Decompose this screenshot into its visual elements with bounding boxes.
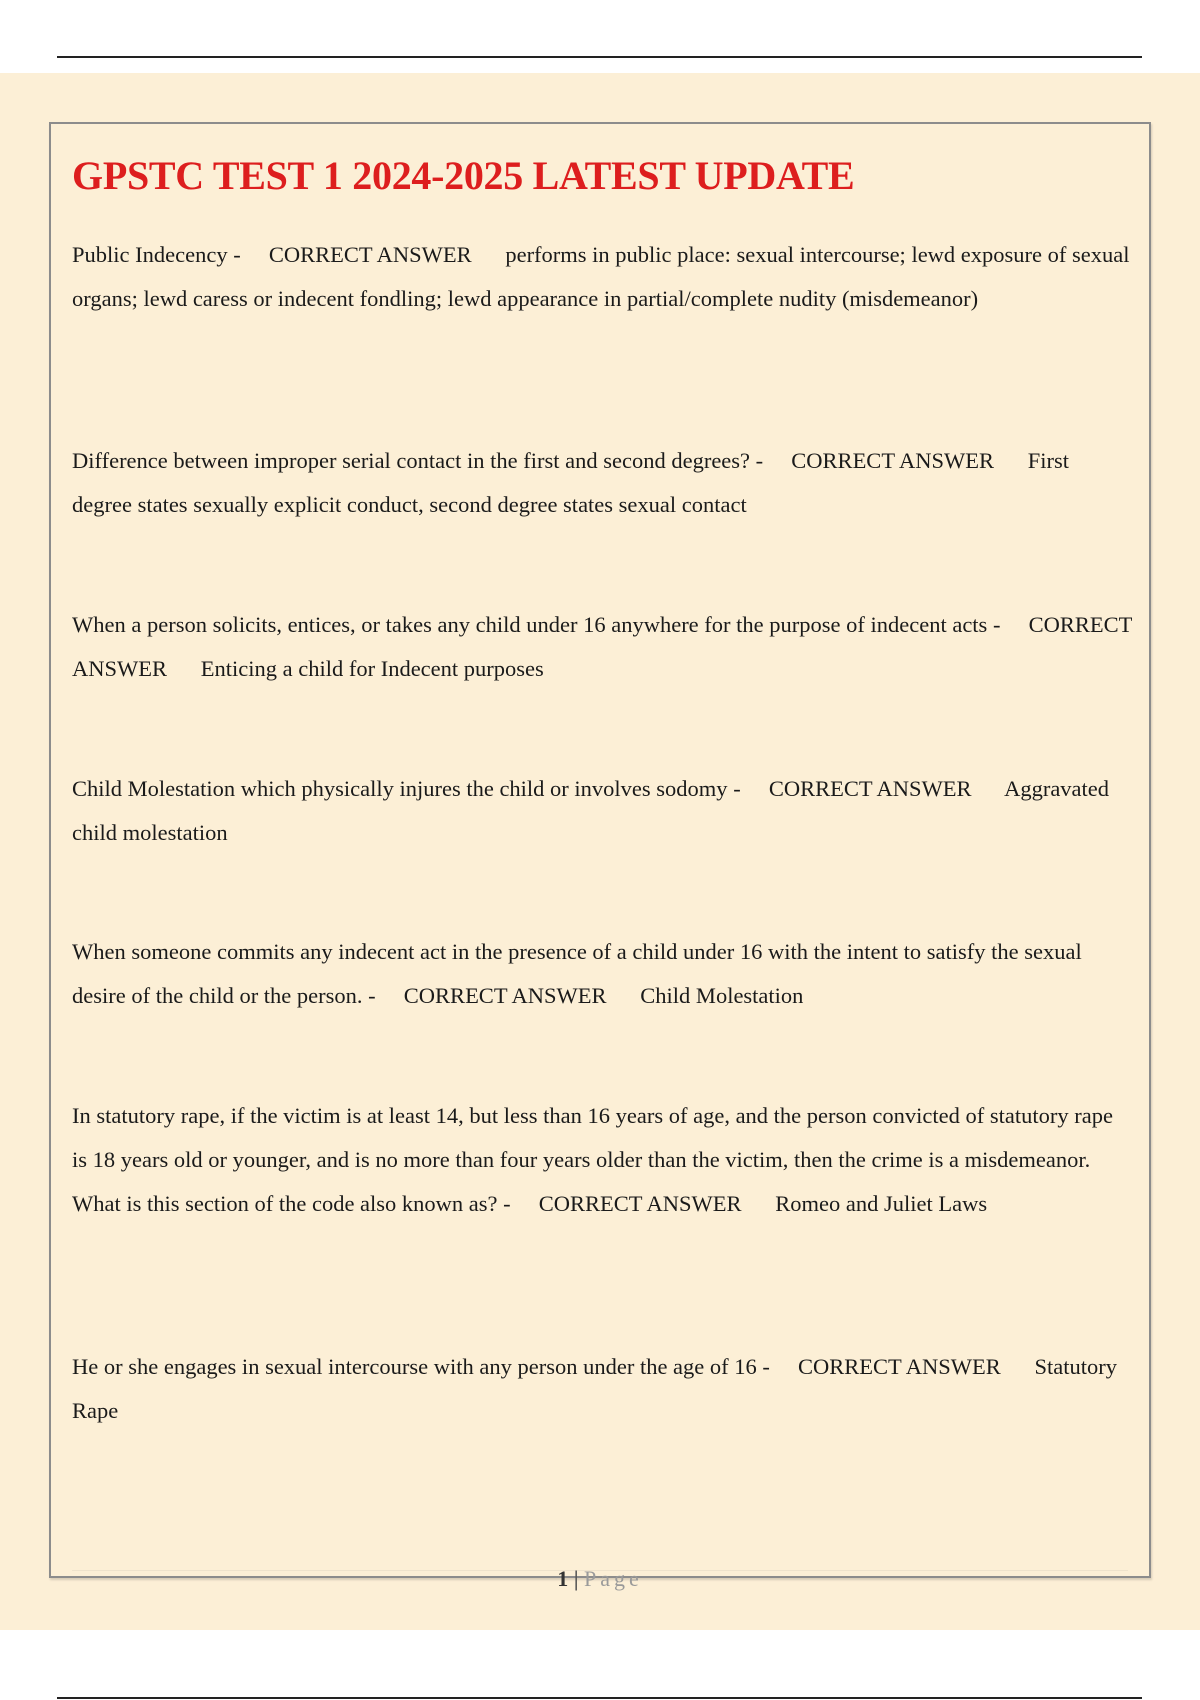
question-text: When someone commits any indecent act in the presence of a child under 16 with the intent to satisfy the sexual desire of the child or the person.: [72, 939, 1082, 1008]
question-text: In statutory rape, if the victim is at least 14, but less than 16 years of age, and the person convicted of statutory rape is 18 years old or younger, and is no more than four years older than the victim, then the crime is a misdemeanor. What is this section of the code also known as?: [72, 1103, 1113, 1216]
page-word: Page: [584, 1566, 643, 1591]
answer-text: Aggravated child molestation: [72, 776, 1110, 845]
answer-text: Child Molestation: [640, 983, 804, 1008]
question-text: Child Molestation which physically injures the child or involves sodomy: [72, 776, 728, 801]
bottom-rule: [57, 1697, 1142, 1699]
question-text: Difference between improper serial contact in the first and second degrees?: [72, 448, 751, 473]
answer-label: CORRECT ANSWER: [268, 242, 472, 267]
page-background: [0, 73, 1200, 1630]
qa-entry: [72, 233, 1132, 321]
page-footer: [51, 1564, 1149, 1594]
answer-text: performs in public place: sexual intercourse; lewd exposure of sexual organs; lewd caress or indecent fondling; lewd appearance in partial/complete nudity (misdemeanor): [72, 242, 1130, 311]
qa-entry: [72, 767, 1132, 855]
separator: -: [750, 448, 792, 473]
page-bar: |: [568, 1566, 585, 1591]
answer-gap: [994, 448, 1028, 473]
qa-entry: [72, 603, 1132, 691]
answer-label: CORRECT ANSWER: [538, 1191, 742, 1216]
answer-text: Statutory Rape: [72, 1354, 1118, 1423]
top-rule: [57, 56, 1142, 58]
answer-label: CORRECT ANSWER: [798, 1354, 1001, 1379]
answer-text: Enticing a child for Indecent purposes: [200, 656, 544, 681]
question-text: He or she engages in sexual intercourse with any person under the age of 16: [72, 1354, 757, 1379]
separator: -: [497, 1191, 539, 1216]
answer-gap: [167, 656, 201, 681]
answer-gap: [742, 1191, 776, 1216]
answer-gap: [972, 776, 1005, 801]
answer-label: CORRECT ANSWER: [768, 776, 972, 801]
answer-gap: [607, 983, 641, 1008]
document-title: GPSTC TEST 1 2024-2025 LATEST UPDATE: [72, 153, 855, 198]
answer-text: Romeo and Juliet Laws: [775, 1191, 988, 1216]
answer-gap: [472, 242, 506, 267]
separator: -: [756, 1354, 799, 1379]
qa-entry: [72, 1345, 1132, 1433]
qa-entry: [72, 930, 1132, 1018]
separator: -: [227, 242, 269, 267]
page-border-box: [49, 122, 1151, 1591]
answer-gap: [1001, 1354, 1035, 1379]
qa-entry: [72, 1094, 1132, 1226]
separator: -: [727, 776, 769, 801]
separator: -: [362, 983, 404, 1008]
qa-entry: [72, 439, 1132, 527]
separator: -: [987, 612, 1029, 637]
answer-text: First degree states sexually explicit conduct, second degree states sexual contact: [72, 448, 1070, 517]
page-number: 1: [557, 1566, 569, 1591]
answer-label: CORRECT ANSWER: [72, 612, 1132, 681]
answer-label: CORRECT ANSWER: [791, 448, 995, 473]
question-text: When a person solicits, entices, or takes any child under 16 anywhere for the purpose of indecent acts: [72, 612, 988, 637]
question-text: Public Indecency: [72, 242, 228, 267]
answer-label: CORRECT ANSWER: [403, 983, 607, 1008]
